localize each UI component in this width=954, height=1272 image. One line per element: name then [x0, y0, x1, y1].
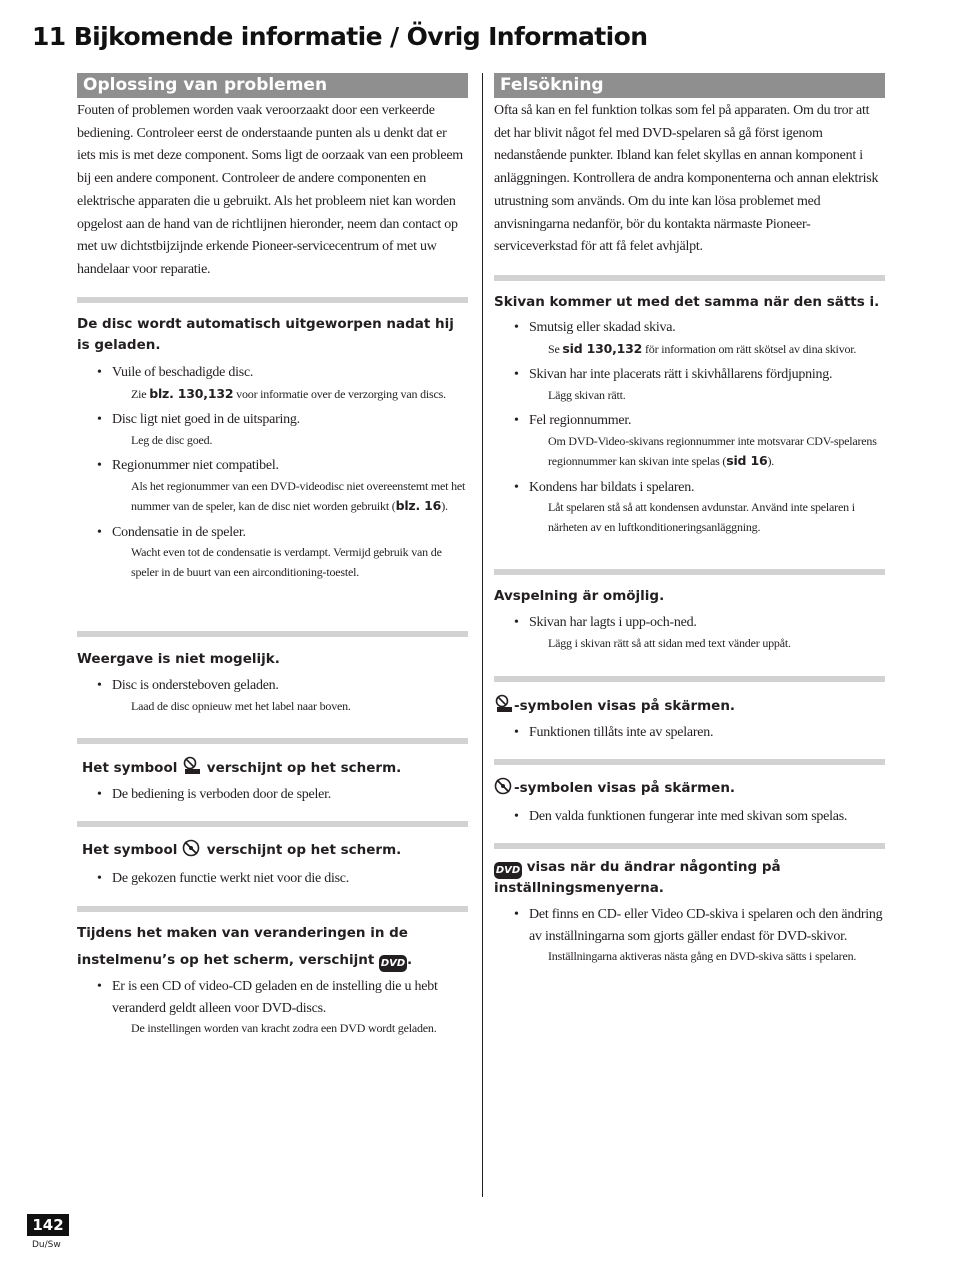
section-divider-bar	[77, 906, 468, 912]
remedy-text: Leg de disc goed.	[131, 432, 213, 447]
cause-item: • Condensatie in de speler. Wacht even tot de condensatie is verdampt. Vermijd gebruik van de speler in de buurt van een airconditioning-toestel.	[77, 522, 468, 583]
issue-heading: De disc wordt automatisch uitgeworpen nadat hij is geladen.	[77, 316, 454, 353]
chapter-title: 11 Bijkomende informatie / Övrig Information	[32, 22, 648, 51]
trouble-block-no-playback	[494, 569, 885, 653]
section-divider-bar	[77, 738, 468, 744]
remedy-text: Lägg skivan rätt.	[548, 387, 626, 402]
cause-item: • Funktionen tillåts inte av spelaren.	[494, 722, 885, 744]
cause-item: • Kondens har bildats i spelaren. Låt spelaren stå så att kondensen avdunstar. Använd inte spelaren i närheten av en luftkonditioneringsanläggning.	[494, 477, 885, 538]
remedy-text: Se sid 130,132 för information om rätt skötsel av dina skivor.	[548, 340, 857, 356]
cause-item: • Den valda funktionen fungerar inte med skivan som spelas.	[494, 806, 885, 828]
section-title-dutch: Oplossing van problemen	[77, 73, 468, 98]
cause-item: • Skivan har lagts i upp-och-ned. Lägg i skivan rätt så att sidan med text vänder uppåt.	[494, 612, 885, 653]
invalid-disc-icon	[494, 776, 514, 795]
issue-heading: -symbolen visas på skärmen.	[494, 694, 885, 717]
issue-heading: Tijdens het maken van veranderingen in de instelmenu’s op het scherm, verschijnt DVD .	[77, 920, 468, 974]
issue-heading: Weergave is niet mogelijk.	[77, 651, 280, 667]
dvd-logo-icon: DVD	[379, 955, 407, 972]
remedy-text: Wacht even tot de condensatie is verdampt. Vermijd gebruik van de speler in de buurt van een airconditioning-toestel.	[131, 545, 442, 579]
section-title-swedish: Felsökning	[494, 73, 885, 98]
remedy-text: Zie blz. 130,132 voor informatie over de verzorging van discs.	[131, 385, 446, 401]
issue-heading: Skivan kommer ut med det samma när den sätts i.	[494, 294, 880, 310]
dvd-logo-icon: DVD	[494, 862, 522, 879]
issue-heading: Het symbool verschijnt op het scherm.	[77, 756, 468, 779]
cause-item: • Disc is ondersteboven geladen. Laad de disc opnieuw met het label naar boven.	[77, 675, 468, 716]
trouble-block-eject	[77, 297, 468, 582]
remedy-text: Laad de disc opnieuw met het label naar boven.	[131, 698, 351, 713]
trouble-block-setup-menu	[77, 906, 468, 1039]
remedy-text: Lägg i skivan rätt så att sidan med text vänder uppåt.	[548, 635, 791, 650]
section-divider-bar	[494, 676, 885, 682]
prohibited-hand-icon	[494, 694, 514, 713]
issue-heading: Het symbool verschijnt op het scherm.	[77, 838, 468, 861]
section-divider-bar	[77, 631, 468, 637]
cause-item: • De gekozen functie werkt niet voor die disc.	[77, 868, 468, 890]
remedy-text: Inställningarna aktiveras nästa gång en DVD-skiva sätts i spelaren.	[548, 949, 857, 963]
language-code: Du/Sw	[32, 1240, 61, 1250]
cause-item: • Regionummer niet compatibel. Als het regionummer van een DVD-videodisc niet overeenstemt met het nummer van de speler, kan de disc niet worden gebruikt (blz. 16).	[77, 455, 468, 517]
trouble-block-invalid-symbol	[494, 759, 885, 828]
trouble-block-prohibited-symbol	[77, 738, 468, 806]
intro-paragraph: Fouten of problemen worden vaak veroorzaakt door een verkeerde bediening. Controleer eerst de onderstaande punten als u denkt dat er iets mis is met deze component. Soms ligt de oorzaak van een probleem bij een andere component. Controleer de andere componenten en elektrische apparaten die u gebruikt. Als het probleem niet kan worden opgelost aan de hand van de richtlijnen hieronder, neem dan contact op met uw dichtstbijzijnde erkende Pioneer-servicecentrum of met uw handelaar voor reparatie.	[77, 103, 463, 277]
trouble-block-invalid-symbol	[77, 821, 468, 890]
trouble-block-prohibited-symbol	[494, 676, 885, 744]
remedy-text: Låt spelaren stå så att kondensen avdunstar. Använd inte spelaren i närheten av en luftkonditioneringsanläggning.	[548, 500, 855, 534]
cause-item: • Skivan har inte placerats rätt i skivhållarens fördjupning. Lägg skivan rätt.	[494, 364, 885, 405]
section-divider-bar	[77, 297, 468, 303]
cause-item: • Det finns en CD- eller Video CD-skiva i spelaren och den ändring av inställningarna som gjorts gäller endast för DVD-skivor. Inställningarna aktiveras nästa gång en DVD-skiva sätts i spelaren.	[494, 904, 885, 967]
section-divider-bar	[494, 843, 885, 849]
trouble-block-eject	[494, 275, 885, 537]
remedy-text: De instellingen worden van kracht zodra een DVD wordt geladen.	[131, 1021, 437, 1035]
section-divider-bar	[494, 569, 885, 575]
column-divider	[482, 73, 483, 1197]
column-dutch	[77, 73, 468, 1035]
trouble-block-no-playback	[77, 631, 468, 716]
remedy-text: Als het regionummer van een DVD-videodisc niet overeenstemt met het nummer van de speler, kan de disc niet worden gebruikt (blz. 16).	[131, 478, 466, 513]
issue-heading: DVD visas när du ändrar någonting på inställningsmenyerna.	[494, 859, 781, 896]
section-divider-bar	[494, 759, 885, 765]
cause-item: • Fel regionnummer. Om DVD-Video-skivans regionnummer inte motsvarar CDV-spelarens regionnummer kan skivan inte spelas (sid 16).	[494, 410, 885, 472]
section-divider-bar	[494, 275, 885, 281]
page-number: 142	[27, 1214, 69, 1236]
issue-heading: -symbolen visas på skärmen.	[494, 776, 885, 799]
invalid-disc-icon	[182, 838, 202, 857]
cause-item: • Vuile of beschadigde disc. Zie blz. 130,132 voor informatie over de verzorging van discs.	[77, 362, 468, 404]
cause-item: • Disc ligt niet goed in de uitsparing. Leg de disc goed.	[77, 409, 468, 450]
column-swedish	[494, 73, 885, 963]
prohibited-hand-icon	[182, 756, 202, 775]
intro-paragraph: Ofta så kan en fel funktion tolkas som fel på apparaten. Om du tror att det har blivit något fel med DVD-spelaren så gå först igenom nedanstående punkter. Ibland kan felet skyllas en annan komponent i anläggningen. Kontrollera de andra komponenterna och annan elektrisk utrustning som används. Om du inte kan lösa problemet med anvisningarna nedanför, bör du kontakta närmaste Pioneer-serviceverkstad för att få felet avhjälpt.	[494, 103, 879, 255]
cause-item: • Er is een CD of video-CD geladen en de instelling die u hebt veranderd geldt alleen voor DVD-discs. De instellingen worden van kracht zodra een DVD wordt geladen.	[77, 976, 468, 1039]
cause-item: • Smutsig eller skadad skiva. Se sid 130,132 för information om rätt skötsel av dina skivor.	[494, 317, 885, 359]
section-divider-bar	[77, 821, 468, 827]
remedy-text: Om DVD-Video-skivans regionnummer inte motsvarar CDV-spelarens regionnummer kan skivan inte spelas (sid 16).	[548, 433, 877, 468]
issue-heading: Avspelning är omöjlig.	[494, 588, 665, 604]
trouble-block-setup-menu	[494, 843, 885, 967]
cause-item: • De bediening is verboden door de speler.	[77, 784, 468, 806]
